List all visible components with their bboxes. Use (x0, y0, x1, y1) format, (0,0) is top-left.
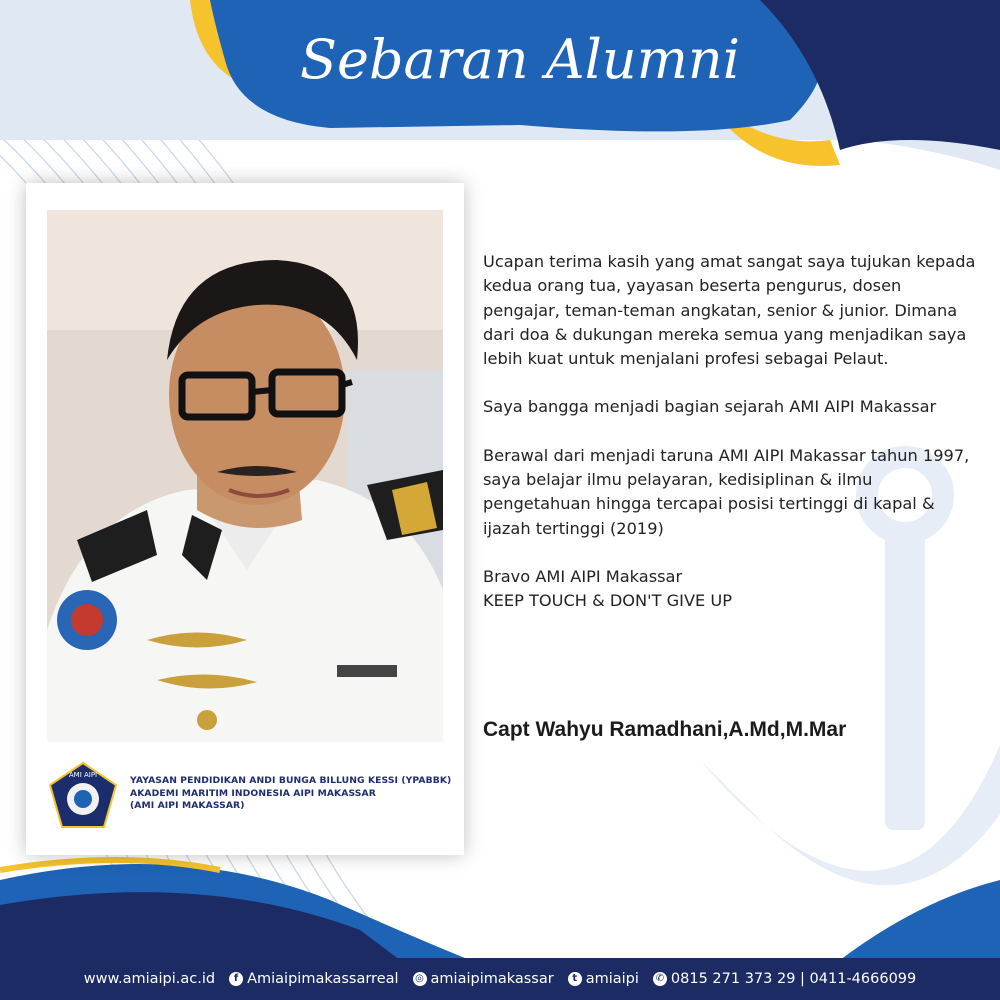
whatsapp-icon: ✆ (653, 972, 667, 986)
institution-block (46, 759, 456, 833)
testimonial-paragraph: Berawal dari menjadi taruna AMI AIPI Makassar tahun 1997, saya belajar ilmu pelayaran, kedisiplinan & ilmu pengetahuan hingga tercapai posisi tertinggi di kapal & ijazah tertinggi (2019) (483, 445, 970, 538)
alumni-photo (47, 210, 443, 742)
instagram-link[interactable] (413, 971, 554, 987)
twitter-icon: t (568, 972, 582, 986)
testimonial-paragraph: Ucapan terima kasih yang amat sangat saya tujukan kepada kedua orang tua, yayasan beserta pengurus, dosen pengajar, teman-teman angkatan, senior & junior. Dimana dari doa & dukungan mereka semua yang menjadikan saya lebih kuat untuk menjalani profesi sebagai Pelaut. (483, 252, 976, 369)
alumni-signature: Capt Wahyu Ramadhani,A.Md,M.Mar (483, 718, 847, 741)
org-line: YAYASAN PENDIDIKAN ANDI BUNGA BILLUNG KESSI (YPABBK) (130, 775, 452, 786)
phone-text: 0815 271 373 29 | 0411-4666099 (670, 971, 917, 987)
institution-name (130, 775, 451, 813)
testimonial-text (483, 250, 983, 614)
institution-logo (46, 759, 120, 833)
instagram-icon: ◎ (413, 972, 427, 986)
twitter-text: amiaipi (585, 971, 639, 987)
facebook-text: Amiaipimakassarreal (247, 971, 399, 987)
instagram-text: amiaipimakassar (430, 971, 554, 987)
website-text: www.amiaipi.ac.id (83, 971, 216, 987)
photo-card (26, 183, 464, 855)
org-line: (AMI AIPI MAKASSAR) (130, 800, 245, 811)
facebook-icon: f (229, 972, 243, 986)
facebook-link[interactable] (229, 971, 398, 987)
twitter-link[interactable] (568, 971, 639, 987)
logo-text: AMI AIPI (68, 771, 98, 779)
footer-bar (0, 958, 1000, 1000)
closing-line: KEEP TOUCH & DON'T GIVE UP (483, 591, 733, 611)
org-line: AKADEMI MARITIM INDONESIA AIPI MAKASSAR (130, 787, 376, 799)
website-link[interactable] (84, 971, 215, 987)
closing-line: Bravo AMI AIPI Makassar (483, 566, 683, 586)
page-title: Sebaran Alumni (300, 28, 740, 91)
testimonial-paragraph: Saya bangga menjadi bagian sejarah AMI AIPI Makassar (483, 397, 937, 417)
whatsapp-link[interactable] (653, 971, 916, 987)
